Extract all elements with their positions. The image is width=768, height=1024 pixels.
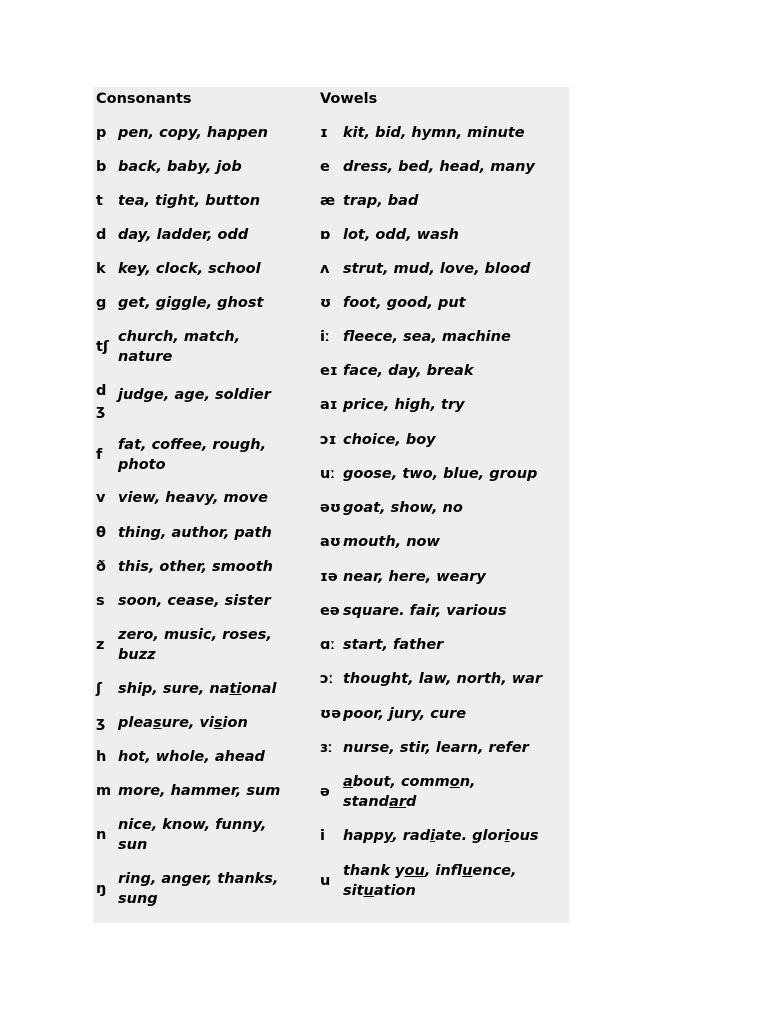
ipa-symbol: m	[96, 783, 112, 799]
ipa-symbol: əʊ	[320, 500, 342, 516]
consonant-row	[93, 713, 323, 733]
ipa-symbol: uː	[320, 466, 336, 482]
consonant-row	[93, 293, 323, 313]
example-words: trap, bad	[343, 193, 419, 209]
example-words: judge, age, soldier	[118, 387, 271, 403]
consonant-row	[93, 435, 323, 475]
example-words: more, hammer, sum	[118, 783, 281, 799]
example-words: pen, copy, happen	[118, 125, 268, 141]
example-words: price, high, try	[343, 397, 465, 413]
ipa-symbol: ə	[320, 784, 330, 800]
example-words: lot, odd, wash	[343, 227, 459, 243]
ipa-symbol: ð	[96, 559, 106, 575]
example-words: about, common, standard	[343, 774, 476, 810]
ipa-symbol: θ	[96, 525, 106, 541]
example-words: thing, author, path	[118, 525, 272, 541]
ipa-symbol: d	[96, 227, 107, 243]
example-words: key, clock, school	[118, 261, 261, 277]
example-words: ship, sure, national	[118, 681, 277, 697]
ipa-symbol: u	[320, 873, 331, 889]
example-words: nice, know, funny, sun	[118, 817, 267, 853]
ipa-chart	[93, 87, 569, 923]
consonant-row	[93, 157, 323, 177]
example-words: hot, whole, ahead	[118, 749, 265, 765]
consonant-row	[93, 488, 323, 508]
example-words: get, giggle, ghost	[118, 295, 264, 311]
example-words: happy, radiate. glorious	[343, 828, 539, 844]
vowel-row	[317, 738, 567, 758]
ipa-symbol: iː	[320, 329, 330, 345]
example-words: start, father	[343, 637, 444, 653]
example-words: day, ladder, odd	[118, 227, 249, 243]
ipa-symbol: g	[96, 295, 107, 311]
example-words: tea, tight, button	[118, 193, 261, 209]
example-words: soon, cease, sister	[118, 593, 271, 609]
consonants-header: Consonants	[96, 91, 192, 107]
ipa-symbol: ɪ	[320, 125, 328, 141]
vowel-row	[317, 861, 567, 901]
ipa-symbol: e	[320, 159, 330, 175]
vowels-header: Vowels	[320, 91, 378, 107]
example-words: kit, bid, hymn, minute	[343, 125, 525, 141]
ipa-symbol: ɔɪ	[320, 432, 337, 448]
ipa-symbol: h	[96, 749, 107, 765]
example-words: face, day, break	[343, 363, 474, 379]
ipa-symbol: eə	[320, 603, 340, 619]
vowel-row	[317, 361, 567, 381]
consonant-row	[93, 557, 323, 577]
consonant-row	[93, 781, 323, 801]
consonants-column	[93, 87, 323, 923]
example-words: ring, anger, thanks, sung	[118, 871, 279, 907]
ipa-symbol: n	[96, 827, 107, 843]
ipa-symbol: ŋ	[96, 881, 107, 897]
vowel-row	[317, 430, 567, 450]
vowel-row	[317, 567, 567, 587]
ipa-symbol: v	[96, 490, 106, 506]
ipa-symbol: z	[96, 637, 105, 653]
vowels-column	[317, 87, 567, 923]
ipa-symbol: ʊə	[320, 706, 342, 722]
consonant-row	[93, 591, 323, 611]
ipa-symbol: ɔː	[320, 671, 334, 687]
consonant-row	[93, 679, 323, 699]
consonant-row	[93, 225, 323, 245]
example-words: zero, music, roses, buzz	[118, 627, 272, 663]
example-words: goat, show, no	[343, 500, 463, 516]
vowel-row	[317, 635, 567, 655]
ipa-symbol: i	[320, 828, 325, 844]
consonant-row	[93, 327, 323, 367]
ipa-symbol: aʊ	[320, 534, 341, 550]
ipa-symbol: f	[96, 447, 103, 463]
ipa-symbol: t	[96, 193, 103, 209]
example-words: church, match, nature	[118, 329, 241, 365]
example-words: dress, bed, head, many	[343, 159, 535, 175]
example-words: back, baby, job	[118, 159, 242, 175]
ipa-symbol: p	[96, 125, 107, 141]
consonant-row	[93, 625, 323, 665]
ipa-symbol: k	[96, 261, 106, 277]
ipa-symbol: s	[96, 593, 105, 609]
example-words: nurse, stir, learn, refer	[343, 740, 529, 756]
ipa-symbol: ʊ	[320, 295, 332, 311]
vowel-row	[317, 191, 567, 211]
ipa-symbol: ɜː	[320, 740, 333, 756]
vowel-row	[317, 259, 567, 279]
consonant-row	[93, 523, 323, 543]
vowel-row	[317, 225, 567, 245]
ipa-symbol: ɑː	[320, 637, 336, 653]
consonant-row	[93, 259, 323, 279]
ipa-symbol: b	[96, 159, 107, 175]
ipa-symbol: ʒ	[96, 715, 106, 731]
example-words: strut, mud, love, blood	[343, 261, 531, 277]
ipa-symbol: ʃ	[96, 681, 103, 697]
example-words: poor, jury, cure	[343, 706, 467, 722]
consonant-row	[93, 815, 323, 855]
example-words: goose, two, blue, group	[343, 466, 538, 482]
example-words: foot, good, put	[343, 295, 466, 311]
ipa-symbol: ʌ	[320, 261, 330, 277]
vowel-row	[317, 498, 567, 518]
example-words: fat, coffee, rough, photo	[118, 437, 267, 473]
consonant-row	[93, 869, 323, 909]
vowel-row	[317, 532, 567, 552]
vowel-row	[317, 123, 567, 143]
ipa-symbol: ɒ	[320, 227, 331, 243]
ipa-symbol: dʒ	[96, 383, 107, 419]
consonant-row	[93, 381, 323, 421]
vowel-row	[317, 327, 567, 347]
vowel-row	[317, 772, 567, 812]
example-words: fleece, sea, machine	[343, 329, 511, 345]
example-words: this, other, smooth	[118, 559, 273, 575]
vowel-row	[317, 601, 567, 621]
vowel-row	[317, 826, 567, 846]
example-words: view, heavy, move	[118, 490, 268, 506]
ipa-symbol: eɪ	[320, 363, 338, 379]
vowel-row	[317, 395, 567, 415]
example-words: thank you, influence, situation	[343, 863, 517, 899]
example-words: near, here, weary	[343, 569, 486, 585]
ipa-symbol: tʃ	[96, 339, 109, 355]
vowel-row	[317, 293, 567, 313]
example-words: mouth, now	[343, 534, 440, 550]
consonant-row	[93, 191, 323, 211]
example-words: thought, law, north, war	[343, 671, 543, 687]
example-words: choice, boy	[343, 432, 436, 448]
example-words: pleasure, vision	[118, 715, 248, 731]
ipa-symbol: ɪə	[320, 569, 338, 585]
ipa-symbol: æ	[320, 193, 336, 209]
vowel-row	[317, 669, 567, 689]
consonant-row	[93, 123, 323, 143]
vowel-row	[317, 157, 567, 177]
example-words: square. fair, various	[343, 603, 507, 619]
consonant-row	[93, 747, 323, 767]
vowel-row	[317, 704, 567, 724]
ipa-symbol: aɪ	[320, 397, 338, 413]
vowel-row	[317, 464, 567, 484]
